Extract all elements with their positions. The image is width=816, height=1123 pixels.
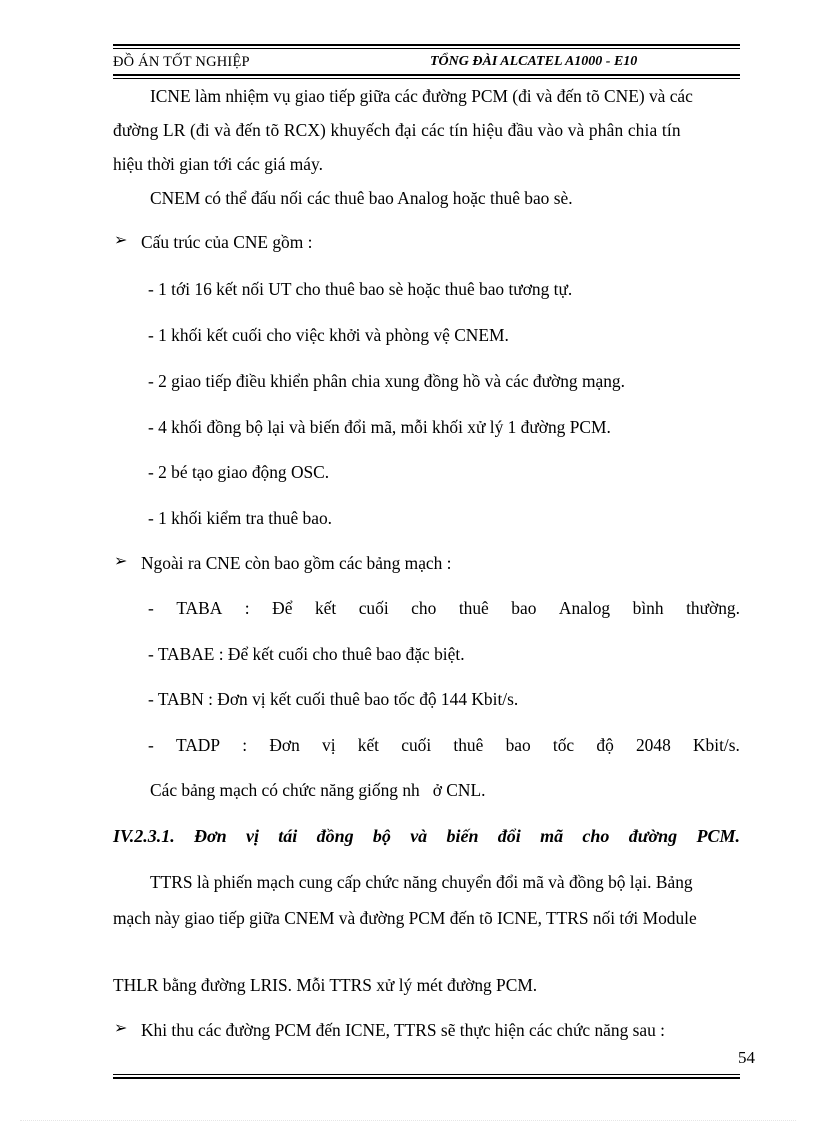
page-number: 54 (738, 1048, 755, 1067)
heading-word: vị (245, 826, 259, 846)
section-heading (113, 826, 740, 846)
word: : (242, 735, 248, 755)
list-item: - 1 khối kết cuối cho việc khởi và phòng vệ CNEM. (148, 325, 509, 345)
word: kết (314, 598, 337, 618)
list-item: - 1 khối kiểm tra thuê bao. (148, 508, 333, 528)
header-top-rule (113, 44, 740, 46)
list-item: - 1 tới 16 kết nối UT cho thuê bao sè hoặc thuê bao tương tự. (148, 279, 573, 299)
arrowhead-bullet-icon: ➢ (114, 1020, 128, 1037)
word: bình (632, 598, 664, 618)
page-edge-dots (20, 1120, 796, 1121)
word: thuê (458, 598, 489, 618)
word: - (148, 598, 154, 618)
word: bao (511, 598, 537, 618)
header-bottom-rule (113, 74, 740, 76)
heading-word: và (410, 826, 428, 846)
word: cho (411, 598, 437, 618)
word: Đơn (269, 735, 300, 755)
header-left: ĐỒ ÁN TỐT NGHIỆP (113, 54, 250, 70)
word: thường. (686, 598, 740, 618)
word: thuê (453, 735, 484, 755)
paragraph-line: đường LR (đi và đến tõ RCX) khuyếch đại các tín hiệu đầu vào và phân chia tín (113, 120, 681, 140)
heading-word: đổi (497, 826, 521, 846)
arrowhead-bullet-icon: ➢ (114, 553, 128, 570)
paragraph-line (150, 872, 740, 892)
heading-word: bộ (372, 826, 391, 846)
list-item: - TABAE : Để kết cuối cho thuê bao đặc biệt. (148, 644, 465, 664)
paragraph: Các bảng mạch có chức năng giống nh ở CNL. (150, 780, 486, 800)
footer-rule (113, 1074, 740, 1075)
paragraph-line: THLR bằng đường LRIS. Mỗi TTRS xử lý mét đường PCM. (113, 975, 538, 995)
list-item: - TABN : Đơn vị kết cuối thuê bao tốc độ 144 Kbit/s. (148, 689, 519, 709)
header-top-rule-thin (113, 48, 740, 49)
word: độ (596, 735, 614, 755)
word: TABA (176, 598, 223, 618)
word: vị (322, 735, 336, 755)
word: : (244, 598, 250, 618)
bullet-text: Cấu trúc của CNE gồm : (141, 232, 313, 252)
list-item: - 2 bé tạo giao động OSC. (148, 462, 330, 482)
word: kết (357, 735, 379, 755)
paragraph-line (150, 86, 740, 106)
header-right: TỔNG ĐÀI ALCATEL A1000 - E10 (430, 54, 638, 69)
heading-word: PCM. (696, 826, 740, 846)
heading-word: Đơn (194, 826, 227, 846)
paragraph-line: mạch này giao tiếp giữa CNEM và đường PCM đến tõ ICNE, TTRS nối tới Module (113, 908, 697, 928)
list-item-taba (148, 598, 740, 618)
footer-rule-thick (113, 1077, 740, 1079)
heading-word: cho (582, 826, 610, 846)
list-item: - 2 giao tiếp điều khiển phân chia xung đồng hồ và các đường mạng. (148, 371, 625, 391)
word: - (148, 735, 154, 755)
heading-word: biến (446, 826, 479, 846)
list-item: - 4 khối đồng bộ lại và biến đổi mã, mỗi khối xử lý 1 đường PCM. (148, 417, 611, 437)
heading-word: đường (628, 826, 678, 846)
word: cuối (401, 735, 432, 755)
paragraph: CNEM có thể đấu nối các thuê bao Analog hoặc thuê bao sè. (150, 188, 573, 208)
heading-word: tái (278, 826, 298, 846)
word: Analog (558, 598, 611, 618)
word: cuối (358, 598, 389, 618)
bullet-text: Khi thu các đường PCM đến ICNE, TTRS sẽ thực hiện các chức năng sau : (141, 1020, 665, 1040)
word: Để (272, 598, 293, 618)
arrowhead-bullet-icon: ➢ (114, 232, 128, 249)
word: Kbit/s. (692, 735, 740, 755)
word: tốc (552, 735, 575, 755)
word: bao (505, 735, 531, 755)
text: ICNE làm nhiệm vụ giao tiếp giữa các đường PCM (đi và đến tõ CNE) và các (150, 86, 693, 106)
text: TTRS là phiến mạch cung cấp chức năng chuyển đổi mã và đồng bộ lại. Bảng (150, 872, 693, 892)
header-bottom-rule-thin (113, 78, 740, 79)
bullet-text: Ngoài ra CNE còn bao gồm các bảng mạch : (141, 553, 452, 573)
heading-word: IV.2.3.1. (113, 826, 175, 846)
paragraph-line: hiệu thời gian tới các giá máy. (113, 154, 323, 174)
word: TADP (176, 735, 221, 755)
word: 2048 (635, 735, 671, 755)
heading-word: đồng (316, 826, 354, 846)
heading-word: mã (540, 826, 564, 846)
list-item-tadp (148, 735, 740, 755)
